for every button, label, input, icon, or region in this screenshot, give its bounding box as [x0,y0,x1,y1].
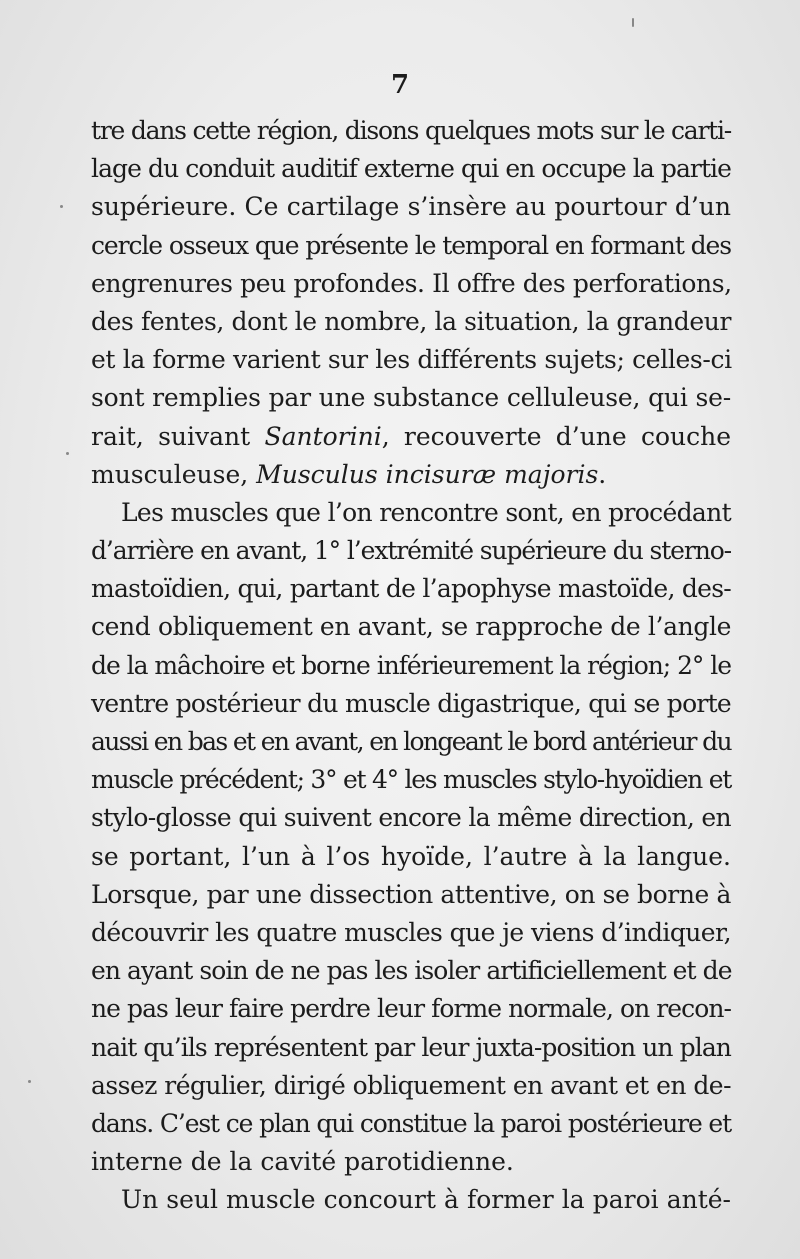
text-line [91,303,731,341]
text-run: aussi en bas et en avant, en longeant le bord antérieur du [91,727,731,756]
text-line [91,570,731,608]
text-run: rait, suivant [91,421,265,451]
text-line [91,112,731,150]
text-run: des fentes, dont le nombre, la situation, la grandeur [91,306,731,336]
text-run: dans. C’est ce plan qui constitue la paroi postérieure et [91,1108,731,1138]
text-run: stylo-glosse qui suivent encore la même direction, en [91,803,731,833]
text-run: supérieure. Ce cartilage s’insère au pourtour d’un [91,192,731,222]
text-run: sont remplies par une substance celluleuse, qui se- [91,383,732,413]
text-line [91,456,731,494]
text-line [91,1181,731,1219]
text-run: musculeuse, [91,459,257,489]
text-run: découvrir les quatre muscles que je viens d’indiquer, [91,917,731,947]
italic-text: Santorini [264,421,382,451]
text-line [91,418,731,456]
text-line [91,914,731,952]
paper-speck [66,452,69,455]
text-run: muscle précédent; 3° et 4° les muscles stylo-hyoïdien et [91,765,731,795]
text-line [91,1029,731,1067]
text-run: cercle osseux que présente le temporal en formant des [91,230,731,260]
text-run: lage du conduit auditif externe qui en occupe la partie [91,154,731,184]
paper-speck [28,1080,31,1083]
text-run: de la mâchoire et borne inférieurement la région; 2° le [91,650,732,680]
text-line [91,150,731,188]
text-run: mastoïdien, qui, partant de l’apophyse mastoïde, des- [91,574,731,604]
text-run: cend obliquement en avant, se rapproche de l’angle [91,612,731,642]
text-line [91,761,731,799]
text-line [91,341,731,379]
text-line [91,494,731,532]
paper-speck [60,205,63,208]
text-line [91,990,731,1028]
text-run: engrenures peu profondes. Il offre des perforations, [91,268,732,298]
text-line [91,723,731,761]
text-run: . [598,459,607,489]
text-run: et la forme varient sur les différents sujets; celles-ci [91,345,732,375]
text-run: assez régulier, dirigé obliquement en avant et en de- [91,1070,731,1100]
text-line [91,227,731,265]
text-line [91,1105,731,1143]
text-run: se portant, l’un à l’os hyoïde, l’autre à la langue. [91,841,731,871]
page-number: 7 [390,70,410,100]
text-run: ventre postérieur du muscle digastrique, qui se porte [91,688,731,718]
text-run: tre dans cette région, disons quelques mots sur le carti- [91,116,732,145]
text-run: Un seul muscle concourt à former la paroi anté- [121,1185,731,1215]
text-line [91,876,731,914]
text-run: Les muscles que l’on rencontre sont, en procédant [121,497,731,527]
text-line [91,685,731,723]
text-line [91,608,731,646]
text-line [91,647,731,685]
text-line [91,838,731,876]
paper-speck [632,18,634,27]
text-line [91,799,731,837]
text-run: d’arrière en avant, 1° l’extrémité supérieure du sterno- [91,536,731,566]
text-line [91,952,731,990]
text-line [91,1067,731,1105]
text-line [91,379,731,417]
text-run: interne de la cavité parotidienne. [91,1147,514,1177]
text-run: Lorsque, par une dissection attentive, on se borne à [91,879,731,909]
text-line [91,532,731,570]
text-run: nait qu’ils représentent par leur juxta-position un plan [91,1032,731,1062]
text-line [91,188,731,226]
text-line [91,1143,731,1181]
text-run: en ayant soin de ne pas les isoler artificiellement et de [91,956,732,986]
italic-text: Musculus incisuræ majoris [256,459,599,489]
text-run: ne pas leur faire perdre leur forme normale, on recon- [91,994,731,1024]
text-line [91,265,731,303]
body-text [91,112,731,1219]
text-run: , recouverte d’une couche [381,421,731,451]
